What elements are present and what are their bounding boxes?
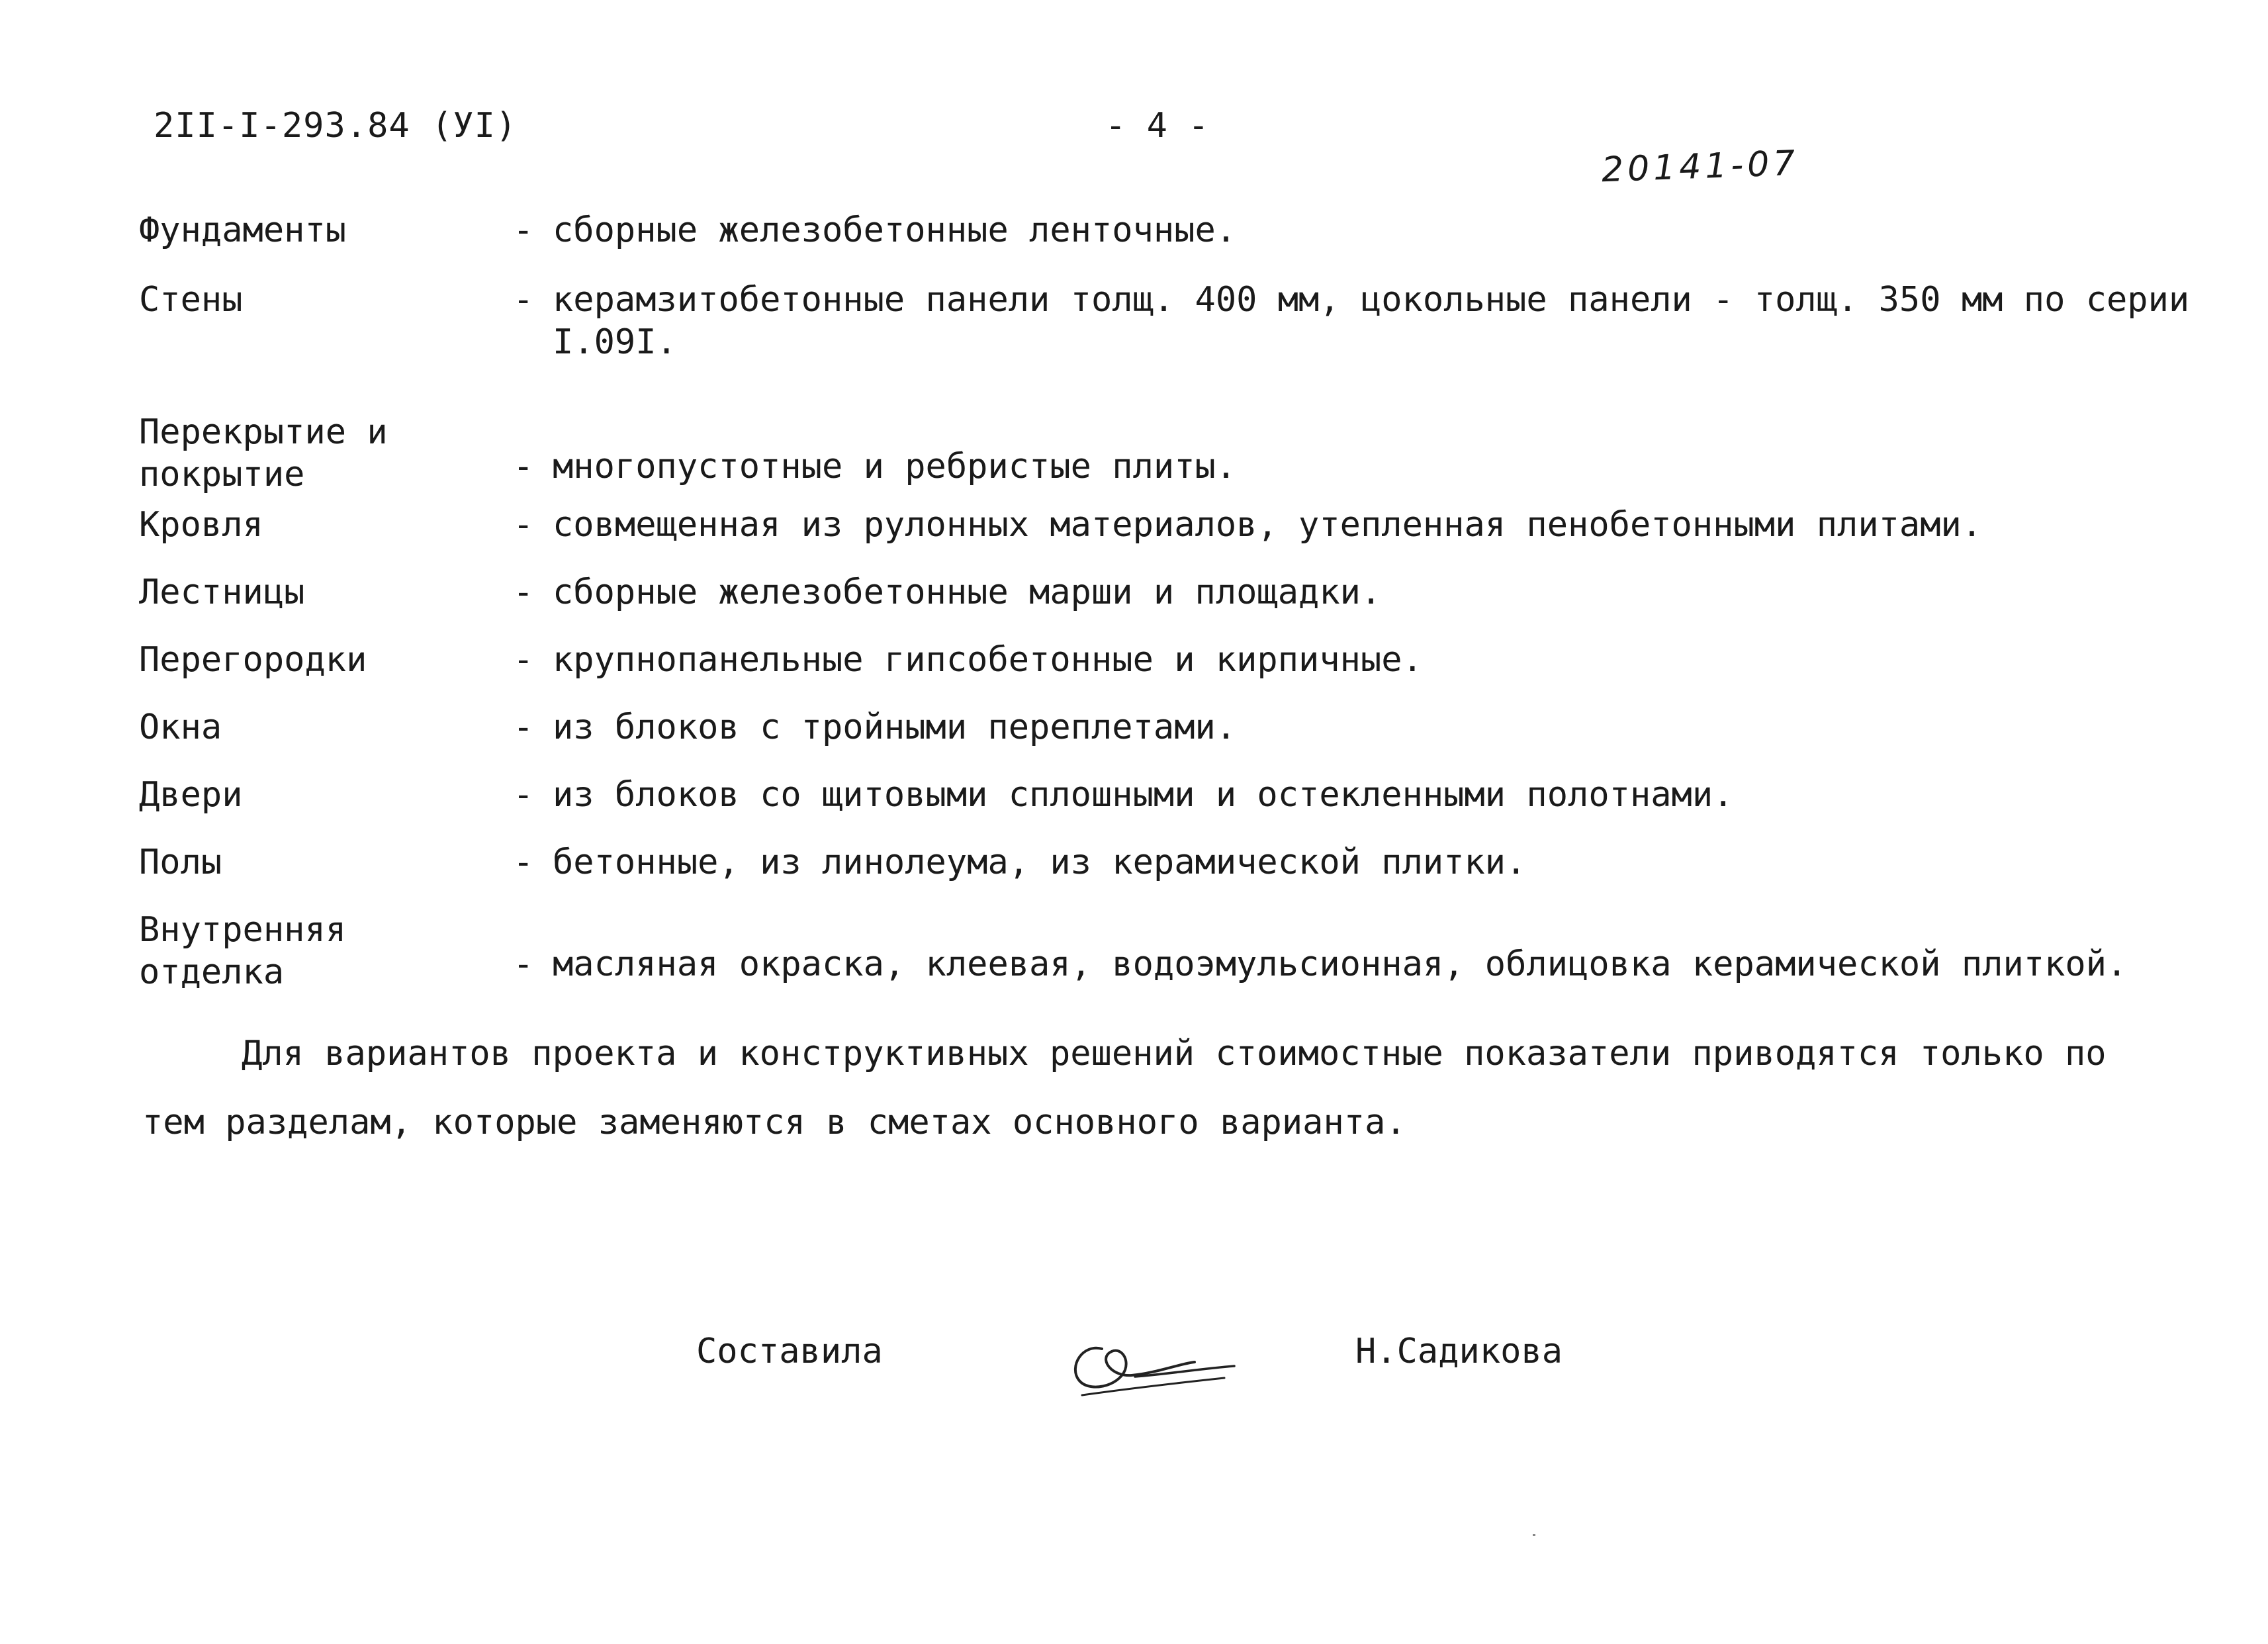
spec-label: Кровля <box>139 505 263 545</box>
spec-description-wrap <box>513 943 2191 985</box>
signatory-name: Н.Садикова <box>1355 1332 1563 1371</box>
spec-label: Перегородки <box>139 640 367 680</box>
archive-number-handwritten: 20141-07 <box>1601 143 1800 191</box>
dash: - <box>513 640 534 680</box>
spec-row <box>139 571 2191 639</box>
spec-description-wrap <box>513 639 2191 681</box>
construction-spec-list <box>139 209 2191 992</box>
spec-row <box>139 841 2191 909</box>
spec-description: сборные железобетонные ленточные. <box>553 210 1237 250</box>
spec-description: бетонные, из линолеума, из керамической плитки. <box>553 843 1527 882</box>
spec-row <box>139 639 2191 706</box>
note-paragraph: Для вариантов проекта и конструктивных решений стоимостные показатели приводятся только по тем разделам, которые заменяются в сметах основного варианта. <box>142 1034 2107 1142</box>
page-number: - 4 - <box>1105 106 1209 146</box>
spec-label: Окна <box>139 708 222 747</box>
spec-description-wrap <box>513 841 2191 884</box>
signature-block <box>0 1317 2268 1423</box>
handwritten-signature-icon <box>1056 1317 1254 1410</box>
scan-speck <box>1533 1534 1535 1536</box>
spec-label: Внутренняя отделка <box>139 910 347 992</box>
spec-description-wrap <box>513 504 2191 546</box>
spec-description-wrap <box>513 209 2191 251</box>
dash: - <box>513 708 534 747</box>
spec-row <box>139 706 2191 774</box>
dash: - <box>513 843 534 882</box>
spec-row <box>139 504 2191 571</box>
spec-row <box>139 909 2191 992</box>
spec-description: крупнопанельные гипсобетонные и кирпичные. <box>553 640 1423 680</box>
spec-description: сборные железобетонные марши и площадки. <box>553 572 1382 612</box>
spec-description: масляная окраска, клеевая, водоэмульсионная, облицовка керамической плиткой. <box>553 944 2128 984</box>
spec-label: Фундаменты <box>139 210 347 250</box>
spec-description: многопустотные и ребристые плиты. <box>553 447 1237 486</box>
document-code: 2II-I-293.84 (УI) <box>154 106 518 146</box>
dash: - <box>513 944 534 984</box>
dash: - <box>513 505 534 545</box>
spec-description-wrap <box>513 445 2191 488</box>
spec-row <box>139 774 2191 841</box>
dash: - <box>513 210 534 250</box>
spec-description-wrap <box>513 706 2191 749</box>
dash: - <box>513 775 534 815</box>
spec-description: керамзитобетонные панели толщ. 400 мм, цокольные панели - толщ. 350 мм по серии I.09I. <box>553 280 2190 362</box>
spec-description: совмещенная из рулонных материалов, утепленная пенобетонными плитами. <box>553 505 1983 545</box>
spec-description-wrap <box>513 571 2191 614</box>
dash: - <box>513 572 534 612</box>
spec-label: Двери <box>139 775 243 815</box>
dash: - <box>513 280 534 320</box>
spec-label: Лестницы <box>139 572 305 612</box>
spec-description-wrap <box>513 279 2191 363</box>
spec-label: Перекрытие и покрытие <box>139 412 388 494</box>
spec-label: Стены <box>139 280 243 320</box>
spec-row <box>139 279 2191 411</box>
spec-row <box>139 209 2191 279</box>
spec-description: из блоков со щитовыми сплошными и остекленными полотнами. <box>553 775 1734 815</box>
spec-row <box>139 411 2191 504</box>
spec-description: из блоков с тройными переплетами. <box>553 708 1237 747</box>
dash: - <box>513 447 534 486</box>
spec-label: Полы <box>139 843 222 882</box>
signature-caption: Составила <box>696 1332 883 1371</box>
spec-description-wrap <box>513 774 2191 816</box>
